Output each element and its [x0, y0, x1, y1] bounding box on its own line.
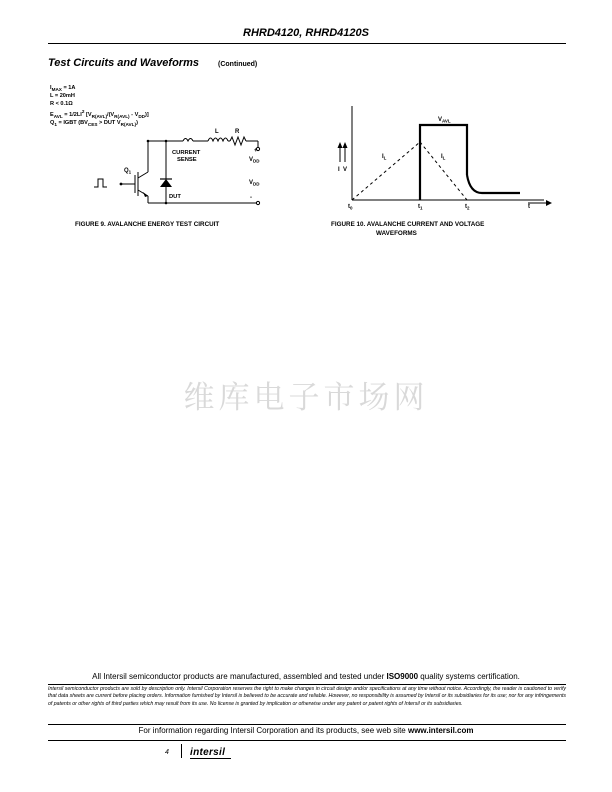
- t0-label: $t_0$: [348, 204, 353, 211]
- vdd-label-bottom: $V_{DD}$: [249, 180, 260, 187]
- current-fall-line: [420, 142, 467, 200]
- avalanche-test-circuit: [80, 128, 280, 210]
- figure-10-caption-line2: WAVEFORMS: [376, 230, 417, 237]
- resistor-symbol: [230, 137, 246, 145]
- t2-label: $t_2$: [465, 204, 470, 211]
- page-divider: [181, 744, 182, 758]
- header-rule: [48, 43, 566, 44]
- intersil-logo: intersil: [190, 747, 226, 758]
- current-sense-coil: [183, 139, 193, 142]
- dut-label: DUT: [169, 194, 181, 200]
- page-header-title: RHRD4120, RHRD4120S: [243, 27, 369, 39]
- footer-rule-bottom: [48, 740, 566, 741]
- q1-label: $Q_1$: [124, 168, 132, 175]
- footer-rule-top: [48, 684, 566, 685]
- param-r: R < 0.1Ω: [50, 100, 73, 107]
- section-title: Test Circuits and Waveforms: [48, 57, 199, 69]
- param-q1: $Q_1$ = IGBT ($BV_{CES}$ > DUT $V_{R(AVL)}$): [50, 119, 138, 127]
- vdd-label-top: $V_{DD}$: [249, 157, 260, 164]
- inductor-label: L: [215, 129, 219, 135]
- t-label: t: [528, 204, 530, 210]
- current-rise-line: [352, 142, 420, 200]
- current-sense-label-1: CURRENT: [172, 150, 201, 156]
- plus-terminal-label: +: [254, 148, 258, 154]
- i-axis-label: I: [338, 167, 340, 173]
- il-label-rise: $I_L$: [382, 154, 387, 161]
- vavl-label: $V_{AVL}$: [438, 117, 451, 124]
- voltage-waveform: [420, 125, 467, 200]
- legal-disclaimer: Intersil semiconductor products are sold by description only. Intersil Corporation reserves the right to make changes in circuit design and/or specifications at any time without notice. Accordingly, the reader is cautioned to verify that data sheets are current before placing orders. Information furnished by Intersil is believed to be accurate and reliable. However, no responsibility is assumed by Intersil or its subsidiaries for its use; nor for any infringements of patents or other rights of third parties which may result from its use. No license is granted by implication or otherwise under any patent or patent rights of Intersil or its subsidiaries.: [48, 686, 566, 707]
- param-imax: $I_{MAX} = 1A$: [50, 85, 76, 93]
- avalanche-waveform: [330, 100, 555, 212]
- gate-pulse-symbol: [94, 179, 107, 187]
- website-line: For information regarding Intersil Corporation and its products, see web site www.intersil.com: [138, 726, 474, 735]
- il-label-fall: $I_L$: [441, 154, 446, 161]
- current-sense-label-2: SENSE: [177, 157, 197, 163]
- param-l: L = 20mH: [50, 93, 75, 100]
- watermark: 维库电子市场网: [183, 380, 429, 416]
- inductor-symbol: [208, 138, 228, 141]
- circuit-parameters: [50, 85, 149, 128]
- v-axis-label: V: [343, 167, 348, 173]
- footer-rule-middle: [48, 724, 566, 725]
- figure-9-caption: FIGURE 9. AVALANCHE ENERGY TEST CIRCUIT: [75, 221, 220, 228]
- website-link[interactable]: www.intersil.com: [407, 726, 474, 735]
- iso-statement: All Intersil semiconductor products are manufactured, assembled and tested under ISO9000 quality systems certification.: [92, 672, 520, 681]
- param-eavl: $E_{AVL} = 1/2LI^2$ $[V_{R(AVL)}/(V_{R(AVL)} - V_{DD})]$: [50, 108, 149, 119]
- section-subtitle: (Continued): [218, 61, 258, 68]
- resistor-label: R: [235, 129, 240, 135]
- dut-diode-symbol: [160, 179, 172, 187]
- figure-10-caption-line1: FIGURE 10. AVALANCHE CURRENT AND VOLTAGE: [331, 221, 485, 228]
- page-number: 4: [165, 749, 169, 756]
- t1-label: $t_1$: [418, 204, 423, 211]
- minus-terminal-label: -: [250, 195, 252, 201]
- logo-underline: [190, 758, 231, 759]
